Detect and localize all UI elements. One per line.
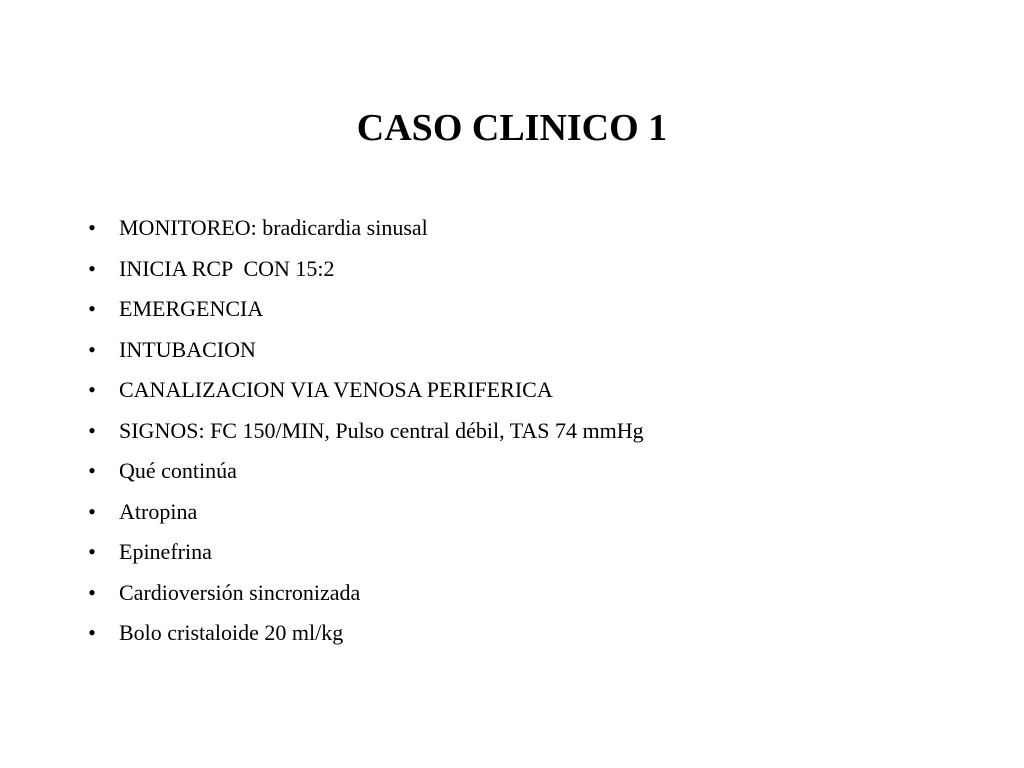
bullet-icon: • (88, 498, 96, 524)
bullet-list (0, 208, 1000, 654)
bullet-icon: • (88, 336, 96, 362)
bullet-text: EMERGENCIA (119, 296, 264, 321)
bullet-text: Cardioversión sincronizada (119, 579, 361, 605)
bullet-text: CANALIZACION VIA VENOSA PERIFERICA (119, 377, 553, 402)
bullet-text: Bolo cristaloide 20 ml/kg (119, 620, 344, 645)
bullet-icon: • (88, 539, 96, 564)
bullet-item (0, 330, 1000, 371)
bullet-item (0, 370, 1000, 411)
bullet-icon: • (88, 215, 96, 240)
bullet-text: MONITOREO: bradicardia sinusal (119, 215, 428, 240)
bullet-icon: • (88, 579, 96, 605)
bullet-icon: • (88, 377, 96, 402)
bullet-item (0, 411, 1000, 452)
slide-title: CASO CLINICO 1 (356, 107, 668, 149)
bullet-item (0, 289, 1000, 330)
bullet-text: INTUBACION (119, 336, 256, 362)
bullet-icon: • (88, 296, 96, 321)
bullet-text: SIGNOS: FC 150/MIN, Pulso central débil, TAS 74 mmHg (119, 417, 644, 443)
bullet-item (0, 249, 1000, 290)
bullet-text: INICIA RCP CON 15:2 (119, 255, 335, 281)
bullet-item (0, 613, 1000, 654)
bullet-text: Atropina (119, 498, 198, 524)
bullet-item (0, 208, 1000, 249)
bullet-item (0, 451, 1000, 492)
bullet-item (0, 532, 1000, 573)
bullet-icon: • (88, 255, 96, 281)
bullet-icon: • (88, 620, 96, 645)
bullet-item (0, 492, 1000, 533)
bullet-icon: • (88, 417, 96, 443)
bullet-item (0, 573, 1000, 614)
bullet-text: Qué continúa (119, 458, 237, 483)
bullet-text: Epinefrina (119, 539, 212, 564)
bullet-icon: • (88, 458, 96, 483)
